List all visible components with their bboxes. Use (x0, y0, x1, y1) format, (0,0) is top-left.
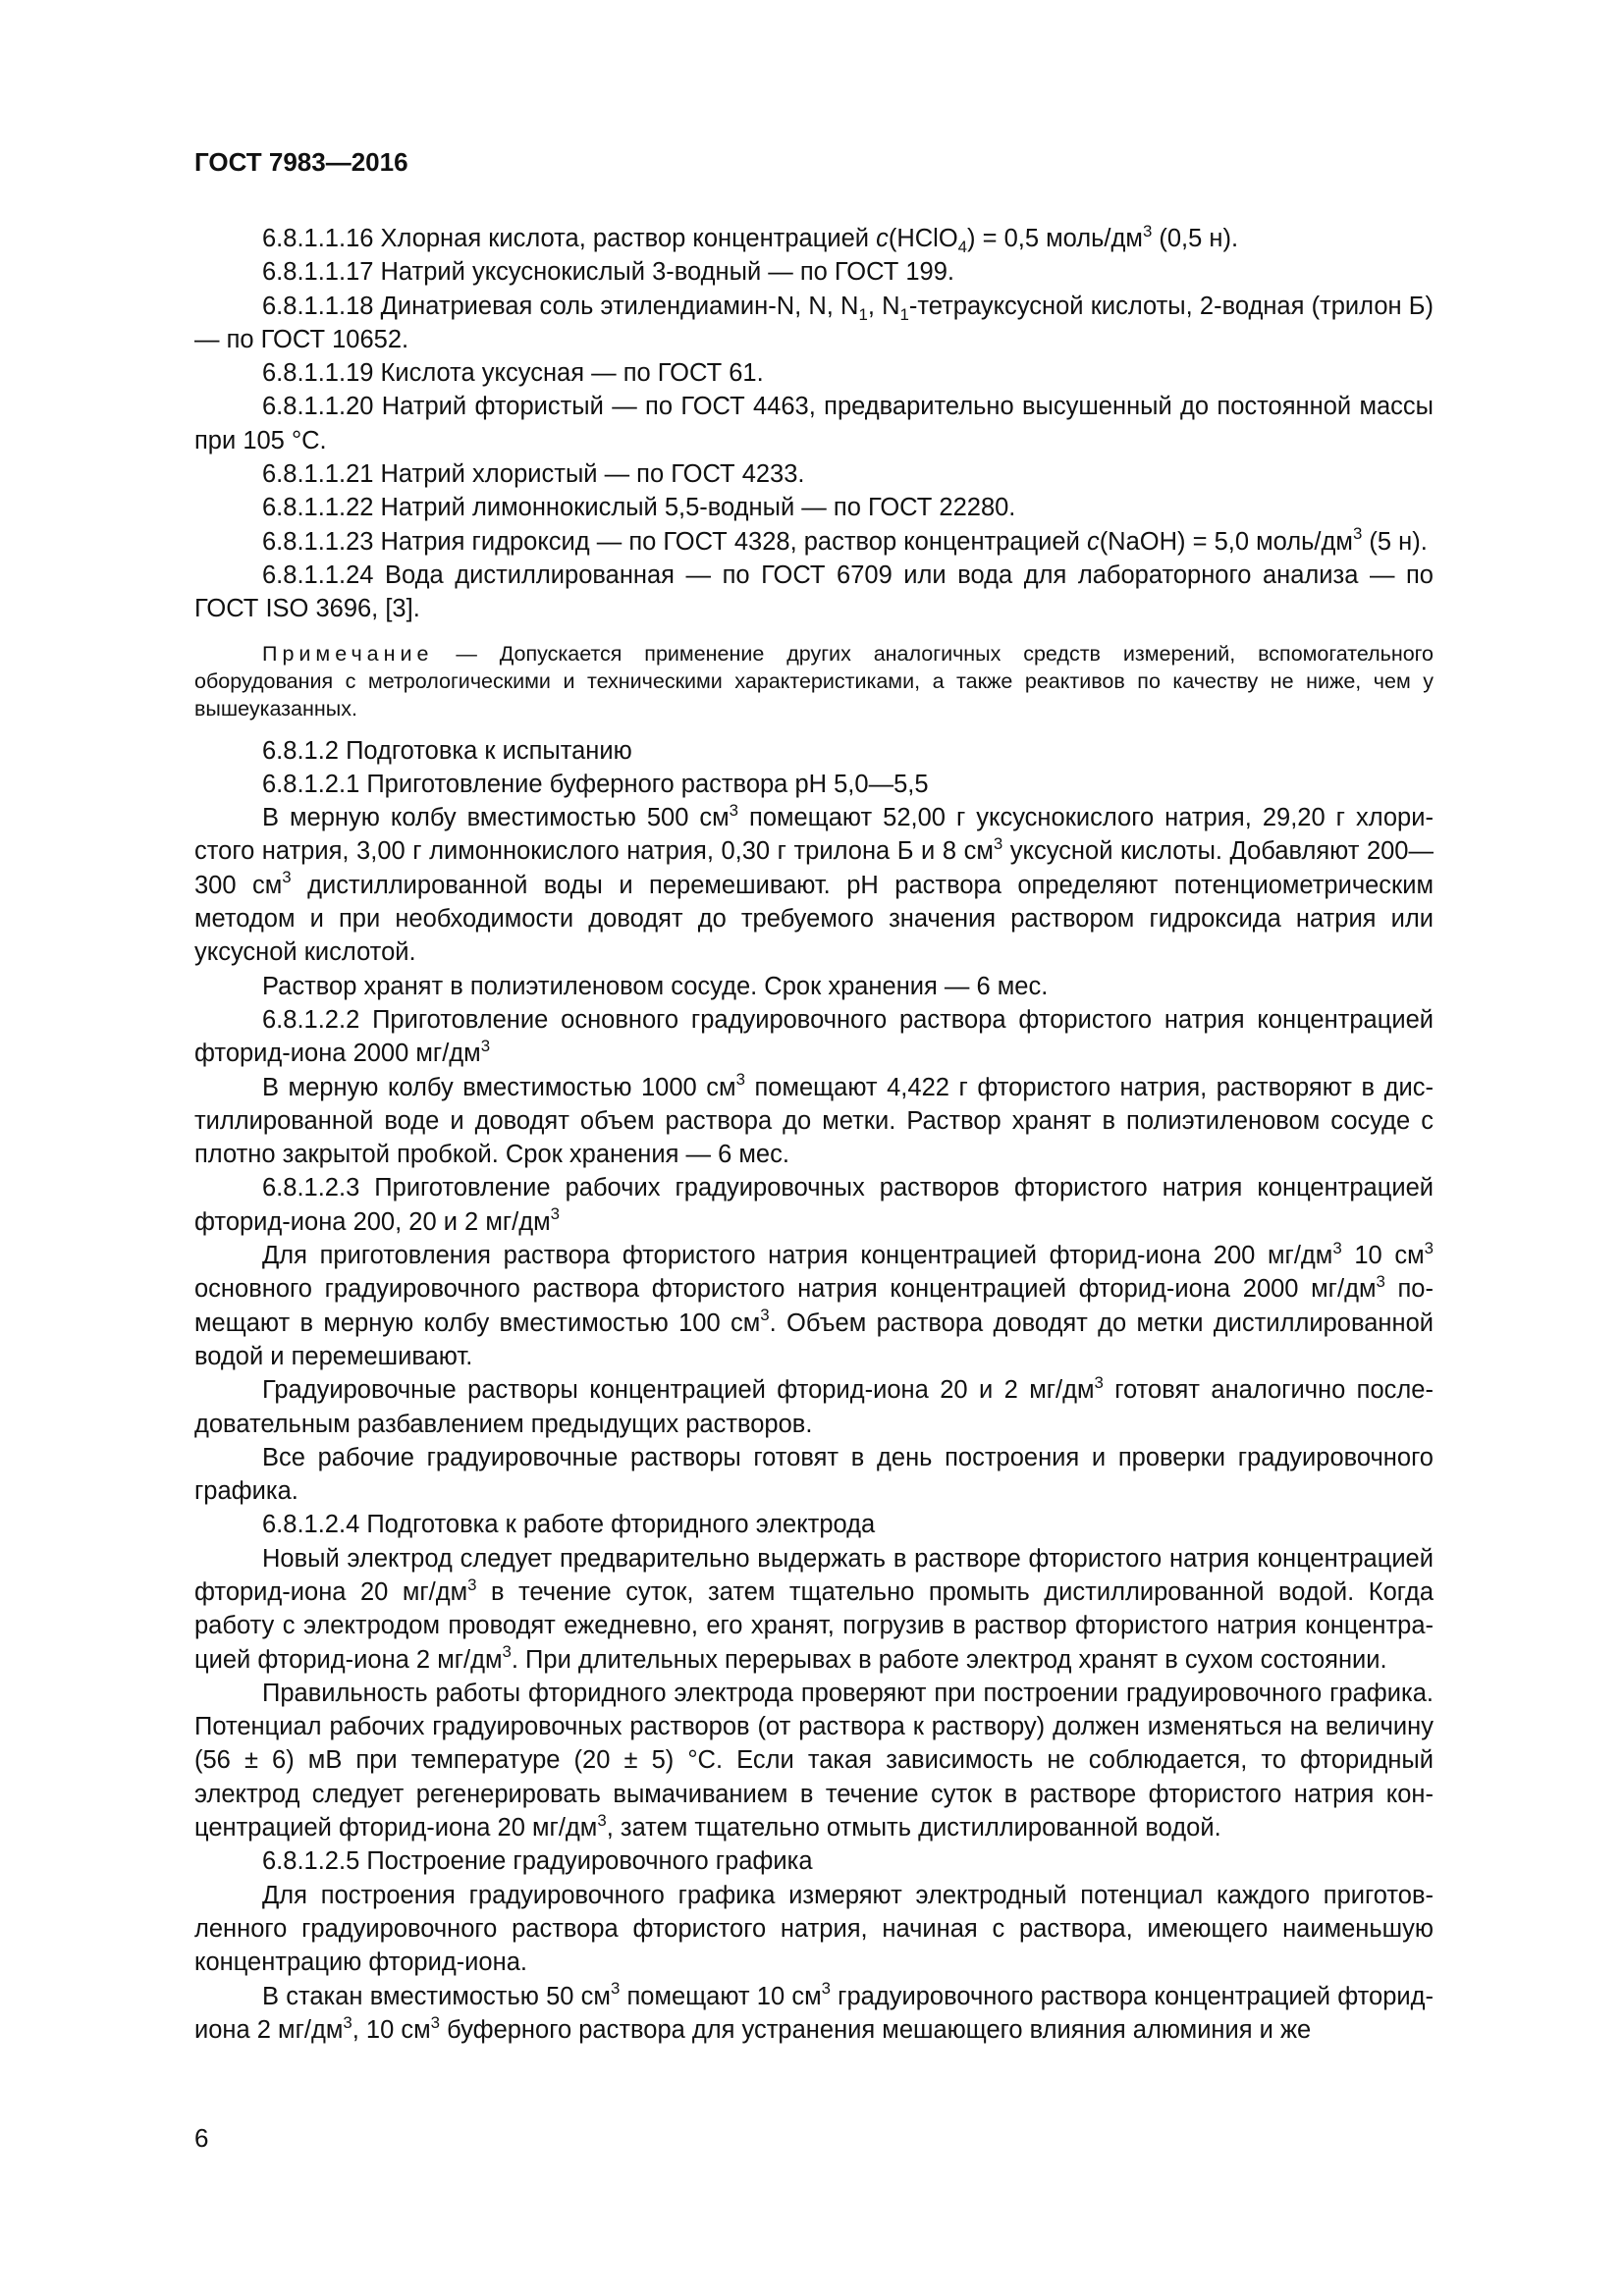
list-item: 6.8.1.1.20 Натрий фтористый — по ГОСТ 4463, предварительно высушенный до постоянной массы при 105 °С. (194, 393, 1434, 454)
list-item: 6.8.1.1.18 Динатриевая соль этилендиамин-N, N, $N_1$, $N_1$-тетрауксусной кислоты, 2-водная (трилон Б) — по ГОСТ 10652. (194, 292, 1434, 353)
list-item: 6.8.1.1.17 Натрий уксуснокислый 3-водный — по ГОСТ 199. (262, 258, 954, 287)
page-number: 6 (194, 2123, 209, 2153)
section-heading: 6.8.1.2.1 Приготовление буферного раствора рН 5,0—5,5 (262, 770, 929, 798)
body-paragraph: В стакан вместимостью 50 $см^3$ помещают 10 $см^3$ градуировочного раствора концентрацией фторид-иона 2 $мг/дм^3$, 10 $см^3$ буферного раствора для устранения мешающего влияния алюминия и же (194, 1979, 1435, 2044)
body-paragraph: В мерную колбу вместимостью 500 $см^3$ помещают 52,00 г уксуснокислого натрия, 29,20 г хлористого натрия, 3,00 г лимоннокислого натрия, 0,30 г трилона Б и 8 $см^3$ уксусной кислоты. Добавляют 200—300 $см^3$ дистиллированной воды и перемешивают. рН раствора определяют потенциометрическим методом и при необходимости доводят до требуемого значения раствором гидроксида натрия или уксусной кислотой. (194, 800, 1434, 967)
document-body (194, 222, 1434, 2047)
section-heading: 6.8.1.2.2 Приготовление основного градуировочного раствора фтористого натрия концентрацией фторид-иона 2000 $мг/дм^3$ (194, 1005, 1434, 1068)
body-paragraph: Новый электрод следует предварительно выдержать в растворе фтористого натрия концентрацией фторид-иона 20 $мг/дм^3$ в течение суток, затем тщательно промыть дистиллированной водой. Когда работу с электродом проводят ежедневно, его хранят, погрузив в раствор фтористого натрия концентрацией фторид-иона 2 $мг/дм^3$. При длительных перерывах в работе электрод хранят в сухом состоянии. (194, 1544, 1434, 1674)
list-item: 6.8.1.1.23 Натрия гидроксид — по ГОСТ 4328, раствор концентрацией c(NaOH) = 5,0 моль/$дм^3$ (5 н). (262, 524, 1428, 556)
document-header: ГОСТ 7983—2016 (194, 147, 408, 177)
body-paragraph: В мерную колбу вместимостью 1000 $см^3$ помещают 4,422 г фтористого натрия, растворяют в дистиллированной воде и доводят объем раствора до метки. Раствор хранят в полиэтиленовом сосуде с плотно закрытой пробкой. Срок хранения — 6 мес. (194, 1070, 1435, 1169)
list-item: 6.8.1.1.21 Натрий хлористый — по ГОСТ 4233. (262, 460, 805, 489)
section-heading: 6.8.1.2.5 Построение градуировочного графика (262, 1847, 813, 1876)
list-item: 6.8.1.1.24 Вода дистиллированная — по ГОСТ 6709 или вода для лабораторного анализа — по ГОСТ ISO 3696, [3]. (194, 561, 1434, 623)
section-heading: 6.8.1.2.3 Приготовление рабочих градуировочных растворов фтористого натрия концентрацией фторид-иона 200, 20 и 2 $мг/дм^3$ (194, 1174, 1434, 1236)
body-paragraph: Градуировочные растворы концентрацией фторид-иона 20 и 2 $мг/дм^3$ готовят аналогично последовательным разбавлением предыдущих растворов. (194, 1372, 1434, 1438)
body-paragraph: Все рабочие градуировочные растворы готовят в день построения и проверки градуировочного графика. (194, 1443, 1434, 1506)
list-item: 6.8.1.1.19 Кислота уксусная — по ГОСТ 61. (262, 359, 764, 388)
list-item: 6.8.1.1.16 Хлорная кислота, раствор концентрацией c(HClO$_4$) = 0,5 моль/$дм^3$ (0,5 н). (262, 221, 1239, 257)
section-heading: 6.8.1.2 Подготовка к испытанию (262, 736, 632, 765)
section-heading: 6.8.1.2.4 Подготовка к работе фторидного электрода (262, 1511, 876, 1539)
list-item: 6.8.1.1.22 Натрий лимоннокислый 5,5-водный — по ГОСТ 22280. (262, 494, 1016, 522)
body-paragraph: Раствор хранят в полиэтиленовом сосуде. Срок хранения — 6 мес. (262, 972, 1049, 1000)
body-paragraph: Правильность работы фторидного электрода проверяют при построении градуировочного графика. Потенциал рабочих градуировочных растворов (от раствора к раствору) должен изменяться на величину (56 ± 6) мВ при температуре (20 ± 5) °С. Если такая зависимость не соблюдается, то фторидный электрод следует регенерировать вымачиванием в течение суток в растворе фтористого натрия концентрацией фторид-иона 20 $мг/дм^3$, затем тщательно отмыть дистиллированной водой. (194, 1679, 1434, 1842)
note-paragraph (194, 640, 1434, 722)
note-label: Примечание (262, 641, 434, 666)
note-text: — Допускается применение других аналогичных средств измерений, вспомогательного оборудования с метрологическими и техническими характеристиками, а также реактивов по качеству не ниже, чем у вышеуказанных. (194, 641, 1434, 721)
body-paragraph: Для построения градуировочного графика измеряют электродный потенциал каждого приготовленного градуировочного раствора фтористого натрия, начиная с раствора, имеющего наименьшую концентрацию фторид-иона. (194, 1881, 1434, 1977)
body-paragraph: Для приготовления раствора фтористого натрия концентрацией фторид-иона 200 $мг/дм^3$ 10 $см^3$ основного градуировочного раствора фтористого натрия концентрацией фторид-иона 2000 $мг/дм^3$ помещают в мерную колбу вместимостью 100 $см^3$. Объем раствора доводят до метки дистиллированной водой и перемешивают. (194, 1238, 1435, 1370)
